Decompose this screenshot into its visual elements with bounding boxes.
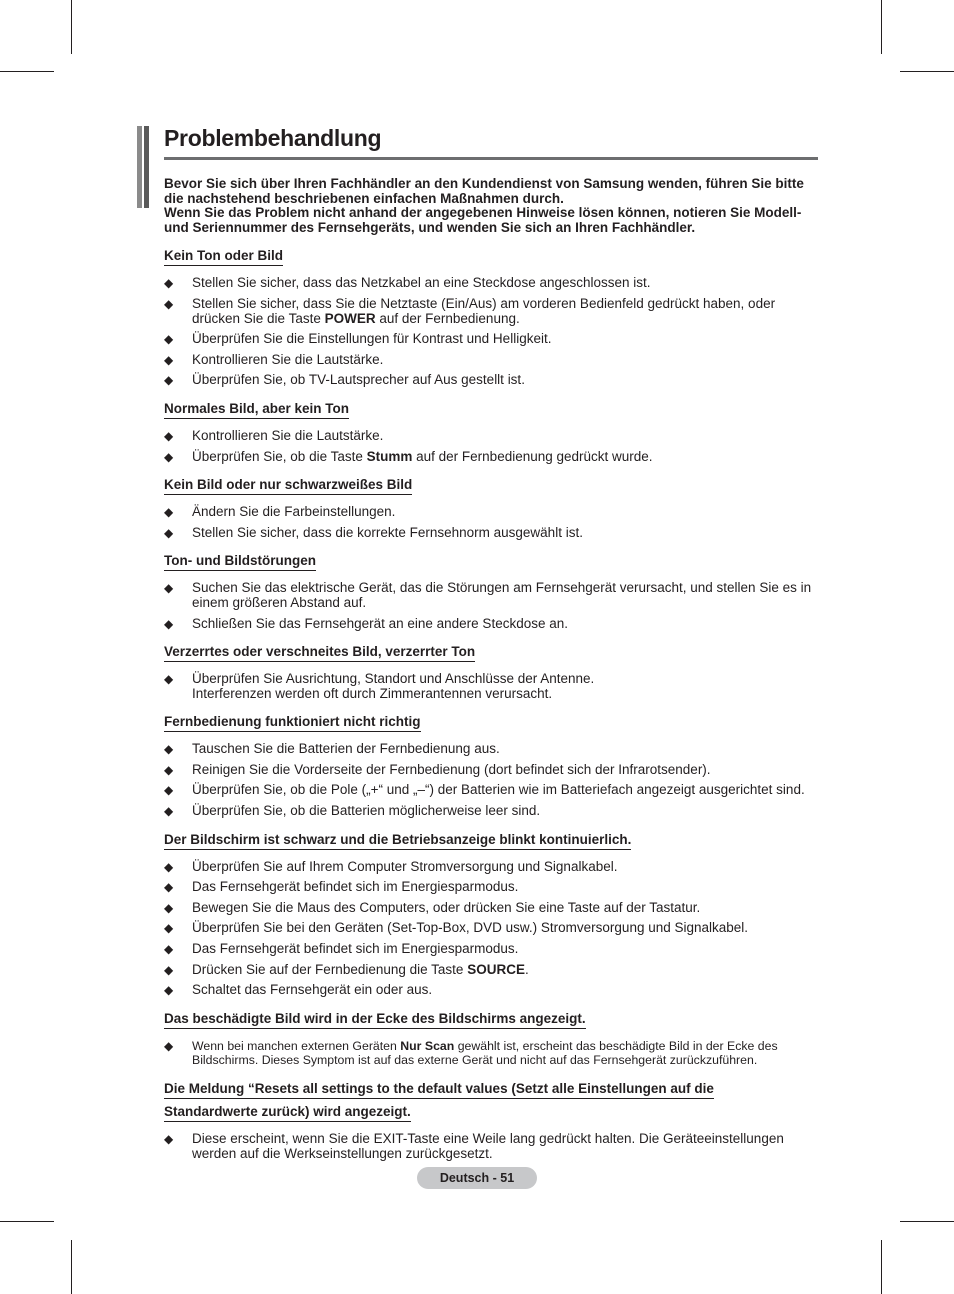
crop-mark: [71, 1240, 72, 1294]
diamond-bullet-icon: ◆: [164, 1038, 174, 1053]
list-item: [164, 963, 818, 978]
list-item: [164, 297, 818, 326]
decorative-side-bars: [137, 126, 153, 208]
list-item: [164, 983, 818, 998]
crop-mark: [881, 1240, 882, 1294]
item-key-label: POWER: [324, 310, 376, 326]
intro-text: [164, 177, 818, 235]
section-heading-continued-wrap: [164, 1103, 818, 1122]
bullet-list: [164, 1039, 818, 1068]
item-text: gewählt ist, erscheint das beschädigte Bild in der Ecke des Bildschirms. Dieses Symptom ist auf das externe Gerät und nicht auf das Fernsehgerät zurückzuführen.: [192, 1038, 778, 1068]
item-text: Tauschen Sie die Batterien der Fernbedienung aus.: [192, 741, 500, 757]
troubleshooting-section: [164, 643, 818, 701]
page-title: Problembehandlung: [164, 122, 818, 160]
item-text: auf der Fernbedienung gedrückt wurde.: [412, 448, 653, 464]
bullet-list: [164, 672, 818, 701]
troubleshooting-section: [164, 831, 818, 998]
item-text: Überprüfen Sie auf Ihrem Computer Stromversorgung und Signalkabel.: [192, 858, 618, 874]
diamond-bullet-icon: ◆: [164, 352, 174, 367]
item-text: Überprüfen Sie die Einstellungen für Kontrast und Helligkeit.: [192, 331, 552, 347]
diamond-bullet-icon: ◆: [164, 962, 174, 977]
item-text: Suchen Sie das elektrische Gerät, das die Störungen am Fernsehgerät verursacht, und stellen Sie es in einem größeren Abstand auf.: [192, 580, 812, 610]
list-item: [164, 505, 818, 520]
sections-list: [164, 247, 818, 1161]
diamond-bullet-icon: ◆: [164, 428, 174, 443]
diamond-bullet-icon: ◆: [164, 332, 174, 347]
item-text: Stellen Sie sicher, dass das Netzkabel an eine Steckdose angeschlossen ist.: [192, 275, 651, 291]
intro-paragraph: Bevor Sie sich über Ihren Fachhändler an den Kundendienst von Samsung wenden, führen Sie bitte die nachstehend beschriebenen einfachen Maßnahmen durch.: [164, 176, 804, 206]
troubleshooting-section: [164, 247, 818, 388]
item-text: Wenn bei manchen externen Geräten: [192, 1038, 401, 1053]
diamond-bullet-icon: ◆: [164, 449, 174, 464]
bullet-list: [164, 1132, 818, 1161]
diamond-bullet-icon: ◆: [164, 672, 174, 687]
troubleshooting-section: [164, 476, 818, 540]
diamond-bullet-icon: ◆: [164, 900, 174, 915]
diamond-bullet-icon: ◆: [164, 505, 174, 520]
diamond-bullet-icon: ◆: [164, 859, 174, 874]
section-heading: Kein Ton oder Bild: [164, 248, 283, 266]
diamond-bullet-icon: ◆: [164, 921, 174, 936]
list-item: [164, 1132, 818, 1161]
section-heading-continued: Standardwerte zurück) wird angezeigt.: [164, 1104, 411, 1122]
list-item: [164, 332, 818, 347]
bullet-list: [164, 581, 818, 631]
troubleshooting-section: [164, 400, 818, 464]
list-item: [164, 450, 818, 465]
item-text: Das Fernsehgerät befindet sich im Energiesparmodus.: [192, 941, 519, 957]
crop-mark: [0, 71, 54, 72]
side-bar: [144, 126, 149, 208]
list-item: [164, 581, 818, 610]
troubleshooting-section: [164, 713, 818, 818]
diamond-bullet-icon: ◆: [164, 276, 174, 291]
item-text: Überprüfen Sie, ob die Pole („+“ und „–“) der Batterien wie im Batteriefach angezeigt ausgerichtet sind.: [192, 782, 805, 798]
list-item: [164, 1039, 818, 1068]
bullet-list: [164, 860, 818, 998]
list-item: [164, 860, 818, 875]
diamond-bullet-icon: ◆: [164, 581, 174, 596]
item-text: Überprüfen Sie Ausrichtung, Standort und Anschlüsse der Antenne.: [192, 671, 595, 687]
item-text: auf der Fernbedienung.: [375, 310, 520, 326]
list-item: [164, 942, 818, 957]
section-heading: Ton- und Bildstörungen: [164, 553, 316, 571]
item-text: Schließen Sie das Fernsehgerät an eine andere Steckdose an.: [192, 615, 568, 631]
section-heading: Normales Bild, aber kein Ton: [164, 401, 349, 419]
item-text: Das Fernsehgerät befindet sich im Energiesparmodus.: [192, 879, 519, 895]
item-text: Kontrollieren Sie die Lautstärke.: [192, 351, 384, 367]
diamond-bullet-icon: ◆: [164, 983, 174, 998]
item-text: Überprüfen Sie, ob die Batterien möglicherweise leer sind.: [192, 803, 541, 819]
list-item: [164, 276, 818, 291]
diamond-bullet-icon: ◆: [164, 373, 174, 388]
section-heading: Die Meldung “Resets all settings to the default values (Setzt alle Einstellungen auf die: [164, 1081, 714, 1099]
section-heading: Das beschädigte Bild wird in der Ecke des Bildschirms angezeigt.: [164, 1011, 586, 1029]
bullet-list: [164, 505, 818, 540]
list-item: [164, 373, 818, 388]
item-text: Stellen Sie sicher, dass die korrekte Fernsehnorm ausgewählt ist.: [192, 524, 583, 540]
bullet-list: [164, 742, 818, 818]
list-item: [164, 672, 818, 701]
list-item: [164, 353, 818, 368]
section-heading: Der Bildschirm ist schwarz und die Betriebsanzeige blinkt kontinuierlich.: [164, 832, 631, 850]
item-text: .: [524, 961, 529, 977]
diamond-bullet-icon: ◆: [164, 804, 174, 819]
diamond-bullet-icon: ◆: [164, 880, 174, 895]
side-bar: [137, 126, 142, 208]
item-key-label: Stumm: [366, 448, 413, 464]
list-item: [164, 783, 818, 798]
crop-mark: [900, 1221, 954, 1222]
item-text: Überprüfen Sie bei den Geräten (Set-Top-Box, DVD usw.) Stromversorgung und Signalkabel.: [192, 920, 749, 936]
troubleshooting-section: [164, 1080, 818, 1161]
item-text: Überprüfen Sie, ob die Taste: [192, 448, 367, 464]
crop-mark: [71, 0, 72, 54]
list-item: [164, 921, 818, 936]
item-text: Ändern Sie die Farbeinstellungen.: [192, 504, 396, 520]
item-text: Bewegen Sie die Maus des Computers, oder drücken Sie eine Taste auf der Tastatur.: [192, 899, 701, 915]
crop-mark: [881, 0, 882, 54]
item-text: Diese erscheint, wenn Sie die EXIT-Taste eine Weile lang gedrückt halten. Die Geräteeinstellungen werden auf die Werkseinstellungen zurückgesetzt.: [192, 1131, 784, 1161]
item-key-label: Nur Scan: [400, 1038, 455, 1053]
diamond-bullet-icon: ◆: [164, 525, 174, 540]
item-text: Überprüfen Sie, ob TV-Lautsprecher auf Aus gestellt ist.: [192, 372, 525, 388]
item-text-line2: Interferenzen werden oft durch Zimmerantennen verursacht.: [192, 685, 553, 701]
list-item: [164, 526, 818, 541]
item-text: Kontrollieren Sie die Lautstärke.: [192, 427, 384, 443]
list-item: [164, 742, 818, 757]
diamond-bullet-icon: ◆: [164, 742, 174, 757]
troubleshooting-section: [164, 1010, 818, 1068]
intro-paragraph: Wenn Sie das Problem nicht anhand der angegebenen Hinweise lösen können, notieren Sie Modell- und Seriennummer des Fernsehgeräts, und wenden Sie sich an Ihren Fachhändler.: [164, 205, 802, 235]
page-number-badge: Deutsch - 51: [417, 1167, 537, 1189]
list-item: [164, 880, 818, 895]
bullet-list: [164, 276, 818, 388]
item-key-label: SOURCE: [467, 961, 525, 977]
list-item: [164, 804, 818, 819]
item-text: Reinigen Sie die Vorderseite der Fernbedienung (dort befindet sich der Infrarotsender).: [192, 761, 711, 777]
page-content: [164, 122, 818, 1167]
item-text: Drücken Sie auf der Fernbedienung die Taste: [192, 961, 468, 977]
item-text: Schaltet das Fernsehgerät ein oder aus.: [192, 982, 433, 998]
crop-mark: [0, 1221, 54, 1222]
list-item: [164, 901, 818, 916]
bullet-list: [164, 429, 818, 464]
section-heading: Fernbedienung funktioniert nicht richtig: [164, 714, 421, 732]
section-heading: Kein Bild oder nur schwarzweißes Bild: [164, 477, 412, 495]
list-item: [164, 763, 818, 778]
crop-mark: [900, 71, 954, 72]
item-text: Stellen Sie sicher, dass Sie die Netztaste (Ein/Aus) am vorderen Bedienfeld gedrückt haben, oder drücken Sie die Taste: [192, 295, 776, 326]
diamond-bullet-icon: ◆: [164, 1132, 174, 1146]
list-item: [164, 429, 818, 444]
diamond-bullet-icon: ◆: [164, 296, 174, 311]
diamond-bullet-icon: ◆: [164, 783, 174, 798]
list-item: [164, 617, 818, 632]
troubleshooting-section: [164, 552, 818, 631]
section-heading: Verzerrtes oder verschneites Bild, verzerrter Ton: [164, 644, 475, 662]
diamond-bullet-icon: ◆: [164, 762, 174, 777]
diamond-bullet-icon: ◆: [164, 942, 174, 957]
diamond-bullet-icon: ◆: [164, 616, 174, 631]
